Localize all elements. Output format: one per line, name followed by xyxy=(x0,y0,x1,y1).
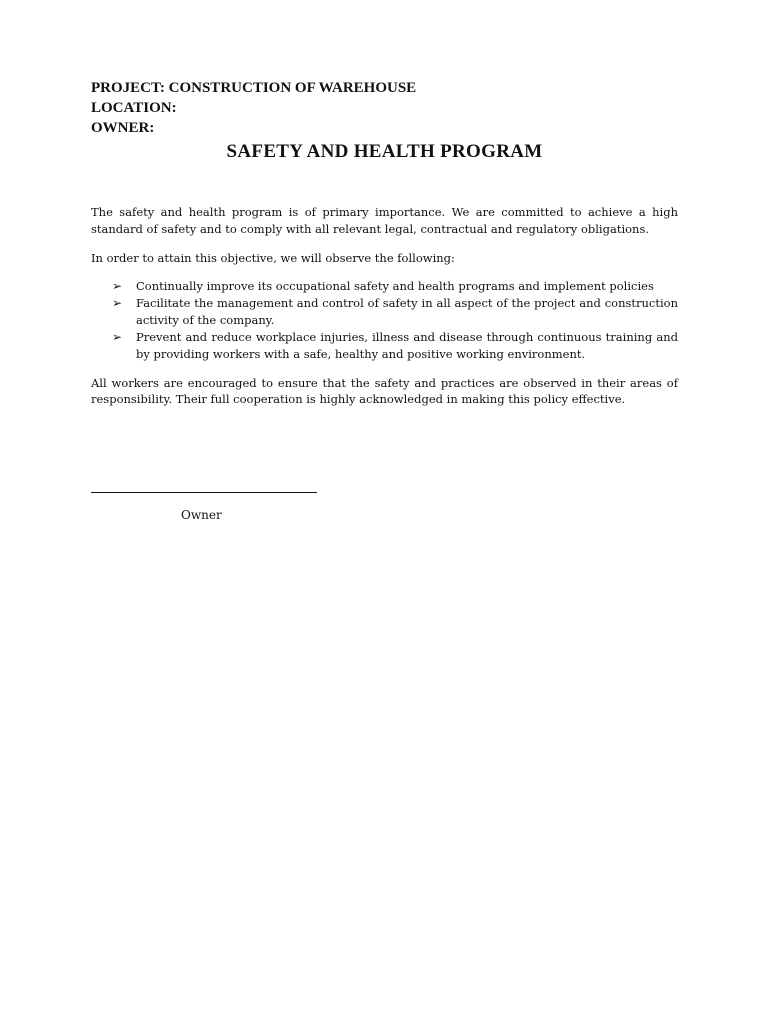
list-item xyxy=(91,295,678,329)
location-line: LOCATION: xyxy=(91,100,177,116)
arrow-bullet-icon: ➢ xyxy=(112,278,123,293)
list-item xyxy=(91,329,678,363)
lead-in-paragraph: In order to attain this objective, we will observe the following: xyxy=(91,251,455,265)
arrow-bullet-icon: ➢ xyxy=(112,295,123,310)
signature-label: Owner xyxy=(181,508,222,522)
list-item-text: Prevent and reduce workplace injuries, illness and disease through continuous training and by providing workers with a safe, healthy and positive working environment. xyxy=(136,329,678,361)
document-page xyxy=(91,78,678,408)
document-title: SAFETY AND HEALTH PROGRAM xyxy=(226,141,543,162)
objectives-list xyxy=(91,278,678,363)
list-item-text: Facilitate the management and control of safety in all aspect of the project and construction activity of the company. xyxy=(136,295,678,327)
intro-paragraph: The safety and health program is of primary importance. We are committed to achieve a high standard of safety and to comply with all relevant legal, contractual and regulatory obligations. xyxy=(91,205,678,236)
project-line: PROJECT: CONSTRUCTION OF WAREHOUSE xyxy=(91,80,417,96)
signature-line xyxy=(91,492,317,493)
list-item xyxy=(91,278,678,295)
closing-paragraph: All workers are encouraged to ensure that the safety and practices are observed in their areas of responsibility. Their full cooperation is highly acknowledged in making this policy effective. xyxy=(91,375,678,406)
owner-line: OWNER: xyxy=(91,120,155,136)
list-item-text: Continually improve its occupational safety and health programs and implement policies xyxy=(136,278,654,293)
arrow-bullet-icon: ➢ xyxy=(112,329,123,344)
